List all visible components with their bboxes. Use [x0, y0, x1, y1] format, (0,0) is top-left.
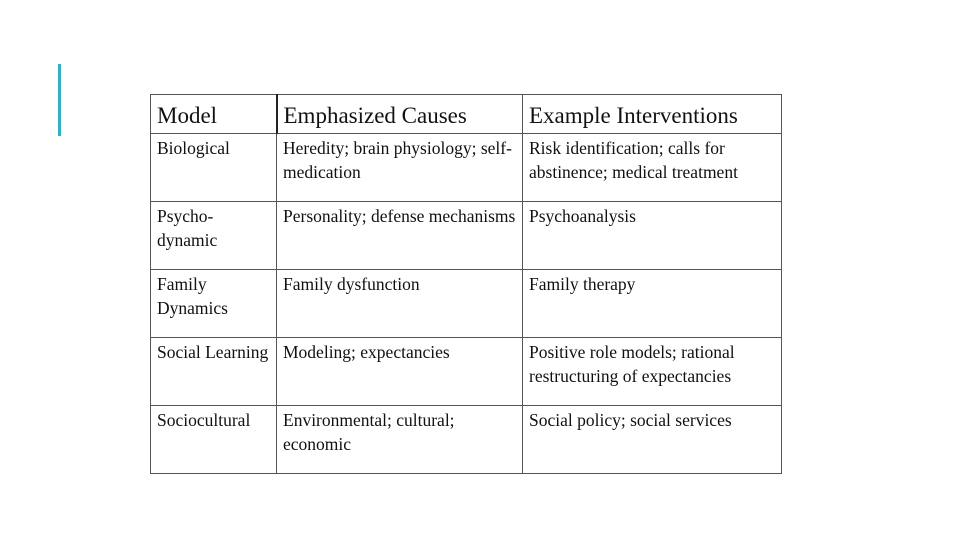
table-header-row — [151, 95, 782, 134]
accent-bar — [58, 64, 61, 136]
interventions-cell: Positive role models; rational restructuring of expectancies — [523, 338, 782, 406]
table-row — [151, 406, 782, 474]
table-row — [151, 338, 782, 406]
model-cell: Sociocultural — [151, 406, 277, 474]
model-cell: Family Dynamics — [151, 270, 277, 338]
column-header-causes: Emphasized Causes — [277, 95, 523, 134]
interventions-cell: Social policy; social services — [523, 406, 782, 474]
interventions-cell: Psychoanalysis — [523, 202, 782, 270]
causes-cell: Environmental; cultural; economic — [277, 406, 523, 474]
models-table — [150, 94, 782, 474]
table-row — [151, 202, 782, 270]
causes-cell: Heredity; brain physiology; self-medication — [277, 134, 523, 202]
interventions-cell: Family therapy — [523, 270, 782, 338]
causes-cell: Personality; defense mechanisms — [277, 202, 523, 270]
table-row — [151, 134, 782, 202]
model-cell: Social Learning — [151, 338, 277, 406]
column-header-model: Model — [151, 95, 277, 134]
model-cell: Biological — [151, 134, 277, 202]
model-cell: Psycho-dynamic — [151, 202, 277, 270]
interventions-cell: Risk identification; calls for abstinence; medical treatment — [523, 134, 782, 202]
table-row — [151, 270, 782, 338]
column-header-interventions: Example Interventions — [523, 95, 782, 134]
causes-cell: Modeling; expectancies — [277, 338, 523, 406]
causes-cell: Family dysfunction — [277, 270, 523, 338]
